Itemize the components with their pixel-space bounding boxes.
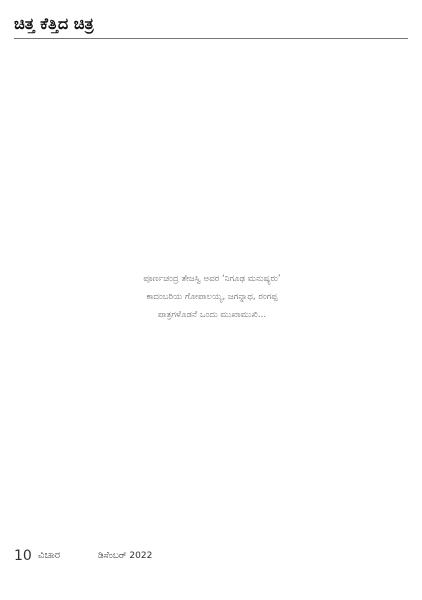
issue-date: ಡಿಸೆಂಬರ್ 2022 xyxy=(98,551,153,561)
magazine-name: ವಿಚಾರ xyxy=(38,550,61,561)
pull-quote xyxy=(138,268,286,408)
header-divider xyxy=(14,38,408,39)
page-footer xyxy=(14,548,314,568)
pull-quote-text: ಪೂರ್ಣಚಂದ್ರ ತೇಜಸ್ವಿ ಅವರ ‘ನಿಗೂಢ ಮನುಷ್ಯರು’ ಕಾದಂಬರಿಯ ಗೋಪಾಲಯ್ಯ, ಜಗನ್ನಾಥ, ರಂಗಪ್ಪ ಪಾತ್ರಗಳೊಡನೆ ಒಂದು ಮುಖಾಮುಖಿ... xyxy=(143,274,281,321)
section-header xyxy=(14,14,408,40)
page-number: 10 xyxy=(14,548,32,564)
section-title: ಚಿತ್ತ ಕೆತ್ತಿದ ಚಿತ್ರ xyxy=(14,14,94,33)
